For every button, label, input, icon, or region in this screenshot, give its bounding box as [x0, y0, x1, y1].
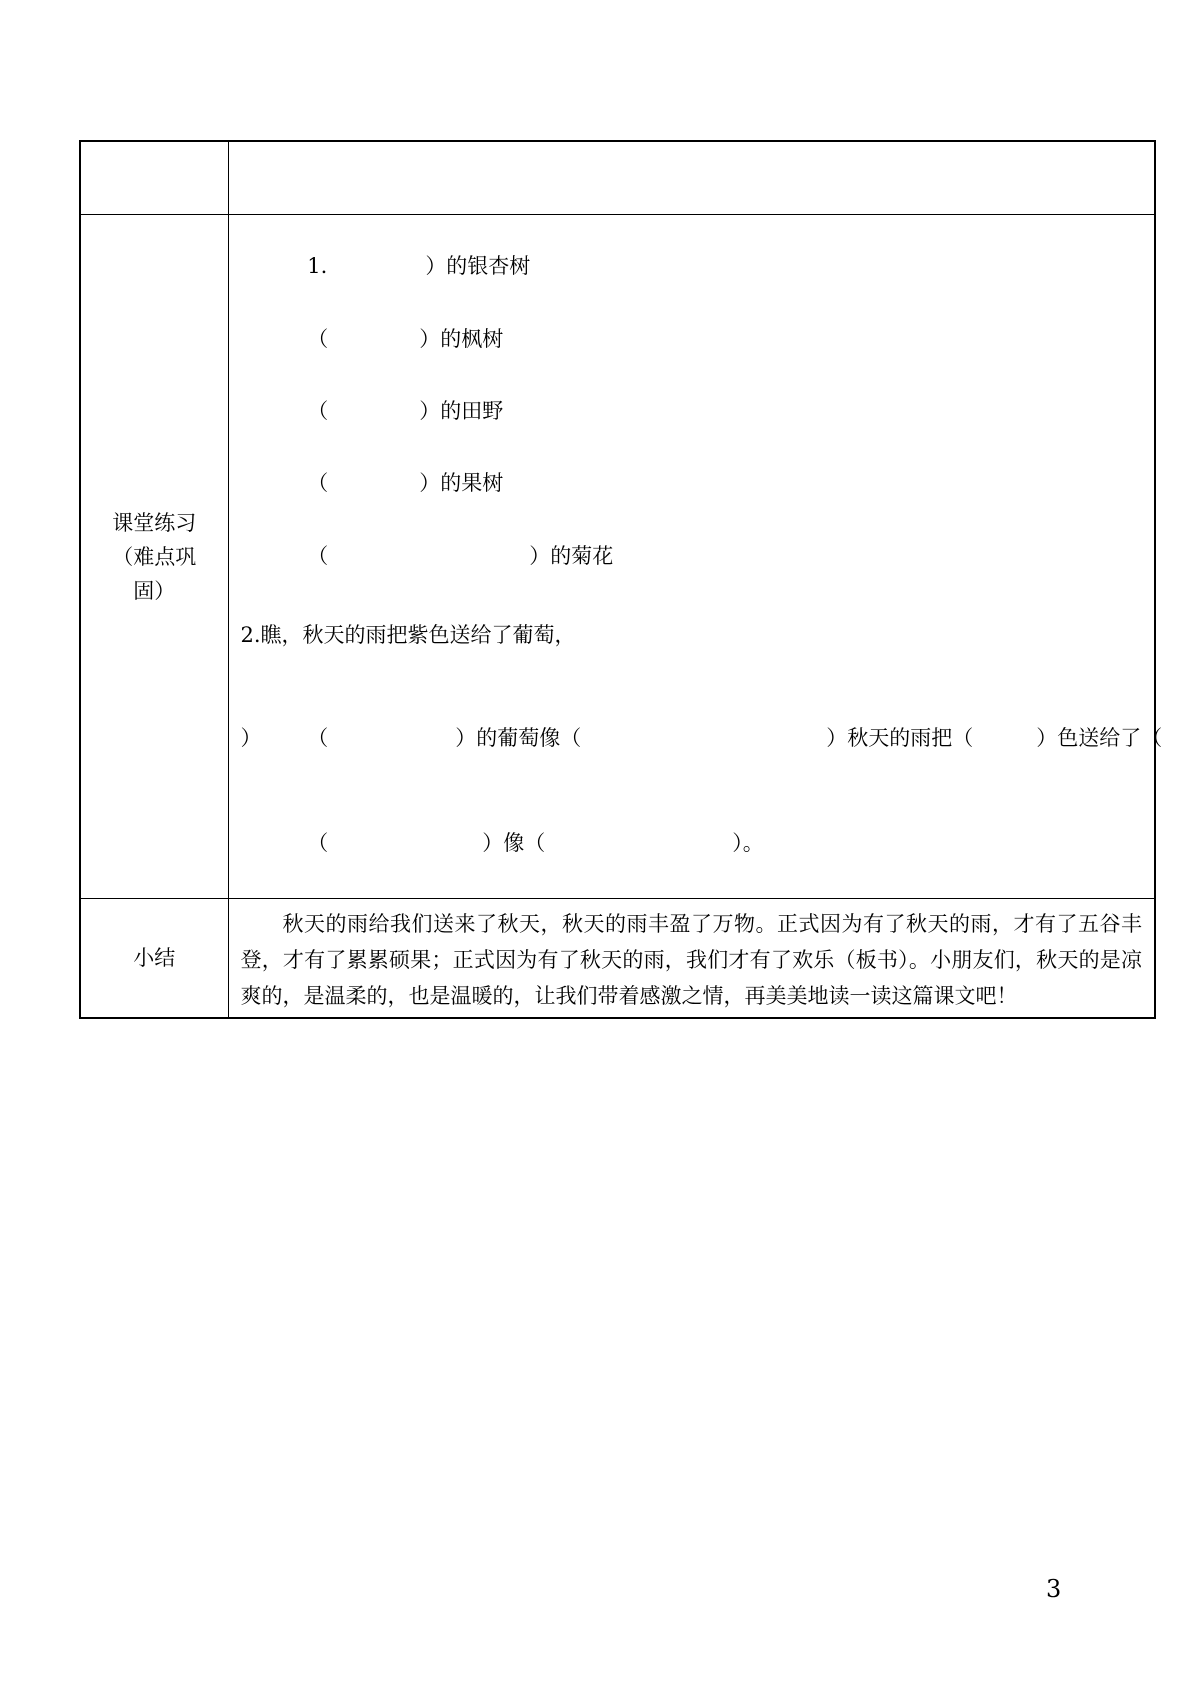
q1-line-2-prefix: （: [307, 327, 329, 351]
summary-text: 秋天的雨给我们送来了秋天，秋天的雨丰盈了万物。正式因为有了秋天的雨，才有了五谷丰登，才有了累累硕果；正式因为有了秋天的雨，我们才有了欢乐（板书）。小朋友们，秋天的是凉爽的，是温柔的，也是温暖的，让我们带着感激之情，再美美地读一读这篇课文吧！: [228, 899, 1155, 1019]
exercise-content: [228, 215, 1163, 899]
q1-line-4-prefix: （: [307, 471, 329, 495]
q1-line-3-suffix: ）的田野: [419, 399, 504, 423]
q2-line-1-part-c: ）秋天的雨把（: [826, 726, 974, 750]
exercise-label: [80, 215, 228, 899]
table-row-summary: [80, 899, 1155, 1019]
empty-content-cell: [228, 141, 1155, 215]
q2-line-1-part-a: （: [307, 726, 329, 750]
q2-intro: 2.瞧，秋天的雨把紫色送给了葡萄，: [240, 623, 576, 647]
lesson-table: [79, 140, 1163, 1019]
q2-line-2-part-b: ）像（: [482, 831, 546, 855]
summary-label: 小结: [80, 899, 228, 1019]
q2-line-2-part-a: （: [307, 831, 329, 855]
empty-label-cell: [80, 141, 228, 215]
q1-line-2-suffix: ）的枫树: [419, 327, 504, 351]
page-number: 3: [1046, 1575, 1062, 1603]
q2-line-2-part-c: ）。: [732, 831, 764, 855]
q2-line-1-part-b: ）的葡萄像（: [455, 726, 582, 750]
q1-line-5-suffix: ）的菊花: [529, 544, 614, 568]
exercise-label-line-1: 课堂练习: [112, 510, 197, 535]
exercise-label-line-3: 固）: [133, 578, 176, 603]
q1-line-4-suffix: ）的果树: [419, 471, 504, 495]
q2-line-2: [241, 798, 764, 888]
q2-line-1: [241, 693, 1163, 783]
q2-line-1-wrap: ）: [240, 726, 262, 750]
q1-line-1-prefix: 1.: [307, 254, 328, 278]
q1-line-5: [241, 511, 614, 601]
q1-line-3-prefix: （: [307, 399, 329, 423]
q1-line-1-suffix: ）的银杏树: [425, 254, 531, 278]
q2-line-1-part-d: ）色送给了（: [1036, 726, 1163, 750]
q1-line-5-prefix: （: [307, 544, 329, 568]
exercise-label-line-2: （难点巩: [112, 544, 197, 569]
table-row-exercise: [80, 215, 1155, 899]
table-row-top-empty: [80, 141, 1155, 215]
